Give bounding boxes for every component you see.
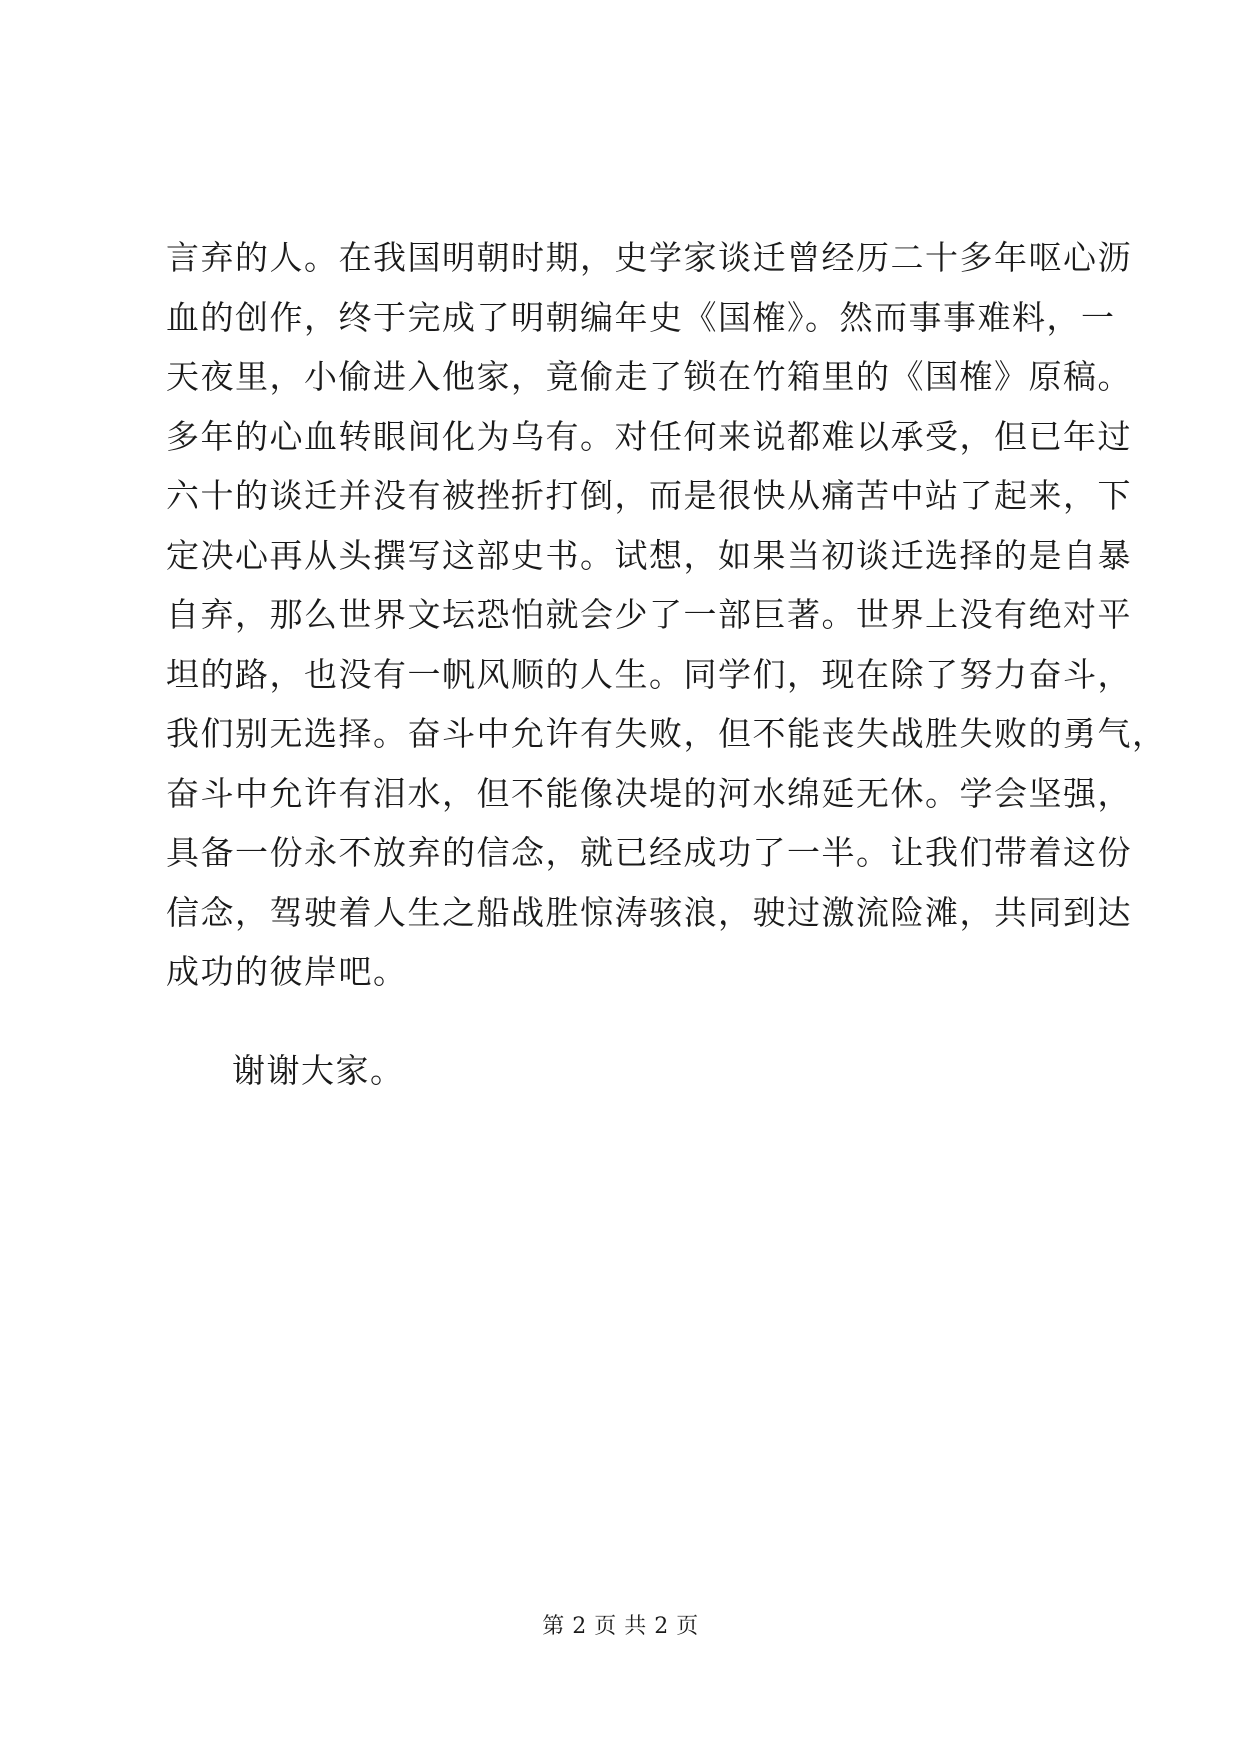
- paragraph-line: 自弃，那么世界文坛恐怕就会少了一部巨著。世界上没有绝对平: [166, 595, 1132, 634]
- paragraph-line: 奋斗中允许有泪水，但不能像决堤的河水绵延无休。学会坚强，: [166, 773, 1132, 813]
- paragraph-line: 定决心再从头撰写这部史书。试想，如果当初谈迁选择的是自暴: [166, 535, 1132, 575]
- paragraph-line: 血的创作，终于完成了明朝编年史《国榷》。然而事事难料，一: [166, 297, 1116, 337]
- paragraph-line: 天夜里，小偷进入他家，竟偷走了锁在竹箱里的《国榷》原稿。: [166, 357, 1132, 396]
- paragraph-line: 多年的心血转眼间化为乌有。对任何来说都难以承受，但已年过: [166, 416, 1132, 456]
- paragraph-line: 言弃的人。在我国明朝时期，史学家谈迁曾经历二十多年呕心沥: [166, 238, 1132, 277]
- body-paragraph: [166, 228, 1167, 1002]
- page-number-footer: 第 2 页 共 2 页: [542, 1614, 699, 1639]
- closing-remark: 谢谢大家。: [232, 1051, 405, 1090]
- paragraph-line: 具备一份永不放弃的信念，就已经成功了一半。让我们带着这份: [166, 833, 1132, 872]
- paragraph-line: 成功的彼岸吧。: [166, 952, 408, 991]
- paragraph-line: 六十的谈迁并没有被挫折打倒，而是很快从痛苦中站了起来，下: [166, 476, 1132, 515]
- paragraph-line: 我们别无选择。奋斗中允许有失败，但不能丧失战胜失败的勇气，: [166, 714, 1167, 753]
- paragraph-line: 坦的路，也没有一帆风顺的人生。同学们，现在除了努力奋斗，: [166, 654, 1132, 694]
- paragraph-line: 信念，驾驶着人生之船战胜惊涛骇浪，驶过激流险滩，共同到达: [166, 892, 1132, 932]
